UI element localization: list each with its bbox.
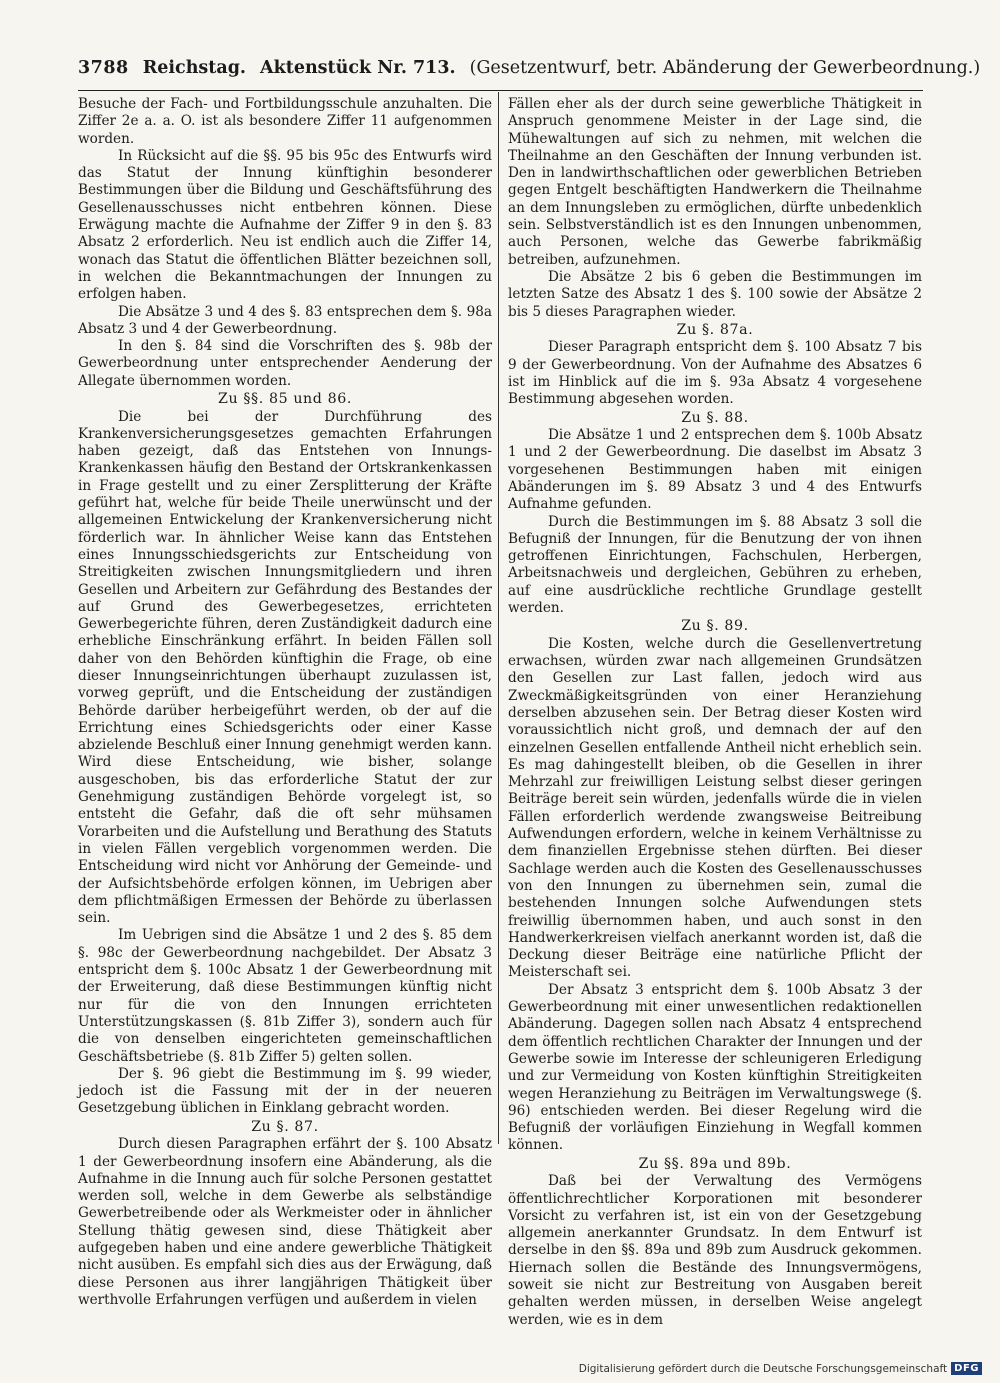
paragraph: Die bei der Durchführung des Krankenversicherungsgesetzes gemachten Erfahrungen haben gezeigt, daß das Entstehen von Innungs-Krankenkassen häufig den Bestand der Ortskrankenkassen in Frage gestellt und zu einer Zersplitterung der Kräfte geführt hat, welche für beide Theile unerwünscht und der allgemeinen Entwickelung der Krankenversicherung nicht förderlich war. In ähnlicher Weise kann das Entstehen eines Innungsschiedsgerichts zur Entscheidung von Streitigkeiten zwischen Innungsmitgliedern und ihren Gesellen und Arbeitern zur Gefährdung des Bestandes der auf Grund des Gewerbegesetzes, errichteten Gewerbegerichte führen, deren Zuständigkeit dadurch eine erhebliche Einschränkung erfährt. In beiden Fällen soll daher von den Behörden künftighin die Frage, ob eine dieser Innungseinrichtungen überhaupt zuzulassen ist, vorweg geprüft, und die Entscheidung der zuständigen Behörde darüber herbeigeführt werden, ob der auf die Errichtung eines Schiedsgerichts oder einer Kasse abzielende Beschluß einer Innung genehmigt werden kann. Wird diese Entscheidung, wie bisher, solange ausgeschoben, bis das erforderliche Statut der zur Genehmigung zuständigen Behörde vorgelegt ist, so entsteht die Gefahr, daß die oft sehr mühsamen Vorarbeiten und die Aufstellung und Berathung des Statuts in vielen Fällen vergeblich vorgenommen werden. Die Entscheidung wird nicht vor Anhörung der Gemeinde- und der Aufsichtsbehörde erfolgen können, im Uebrigen aber dem pflichtmäßigen Ermessen der Behörde zu überlassen sein. (78, 408, 492, 927)
section-heading: Zu §§. 89a und 89b. (638, 1155, 792, 1172)
paragraph: Im Uebrigen sind die Absätze 1 und 2 des §. 85 dem §. 98c der Gewerbeordnung nachgebildet. Der Absatz 3 entspricht dem §. 100c Absatz 1 der Gewerbeordnung mit der Erweiterung, daß diese Bestimmungen künftig nicht nur für die von den Innungen errichteten Unterstützungskassen (§. 81b Ziffer 3), sondern auch für die von denselben eingerichteten gemeinschaftlichen Geschäftsbetriebe (§. 81b Ziffer 5) gelten sollen. (78, 927, 492, 1065)
paragraph: In den §. 84 sind die Vorschriften des §. 98b der Gewerbeordnung unter entsprechender Aenderung der Allegate übernommen worden. (78, 338, 492, 389)
right-column (508, 96, 922, 1329)
footer-text: Digitalisierung gefördert durch die Deutsche Forschungsgemeinschaft (578, 1362, 948, 1375)
paragraph: Durch diesen Paragraphen erfährt der §. 100 Absatz 1 der Gewerbeordnung insofern eine Abänderung, als die Aufnahme in die Innung auch für solche Personen gestattet werden soll, welche in dem Gewerbe als selbständige Gewerbetreibende oder als Werkmeister oder in ähnlicher Stellung thätig gewesen sind, diese Thätigkeit aber aufgegeben haben und eine andere gewerbliche Thätigkeit nicht ausüben. Es empfahl sich dies aus der Erwägung, daß diese Personen aus ihrer langjährigen Thätigkeit über werthvolle Erfahrungen verfügen und außerdem in vielen (78, 1136, 492, 1308)
section-heading: Zu §. 87. (251, 1118, 319, 1135)
header-document: Aktenstück Nr. 713. (260, 58, 456, 78)
paragraph: Die Absätze 2 bis 6 geben die Bestimmungen im letzten Satze des Absatz 1 des §. 100 sowie der Absätze 2 bis 5 dieses Paragraphen wieder. (508, 268, 922, 320)
running-header (78, 58, 981, 88)
paragraph: Daß bei der Verwaltung des Vermögens öffentlichrechtlicher Korporationen mit besonderer Vorsicht zu verfahren ist, ist ein von der Gesetzgebung allgemein anerkannter Grundsatz. In dem Entwurf ist derselbe in den §§. 89a und 89b zum Ausdruck gekommen. Hiernach sollen die Bestände des Innungsvermögens, soweit sie nicht zur Bestreitung von Ausgaben bereit gehalten werden müssen, in derselben Weise angelegt werden, wie es in dem (508, 1173, 922, 1328)
paragraph: Der Absatz 3 entspricht dem §. 100b Absatz 3 der Gewerbeordnung mit einer unwesentlichen redaktionellen Abänderung. Dagegen sollen nach Absatz 4 entsprechend dem öffentlich rechtlichen Charakter der Innungen und der Gewerbe sowie im Interesse der schleunigeren Erledigung und zur Vermeidung von Kosten künftighin Streitigkeiten wegen Heranziehung zu Beiträgen im Verwaltungswege (§. 96) entschieden werden. Bei dieser Regelung wird die Befugniß der vorläufigen Einziehung in Wegfall kommen können. (508, 981, 922, 1154)
left-column (78, 96, 492, 1309)
header-source: Reichstag. (142, 58, 247, 78)
section-heading: Zu §. 88. (681, 409, 749, 426)
paragraph: Die Absätze 1 und 2 entsprechen dem §. 100b Absatz 1 und 2 der Gewerbeordnung. Die daselbst im Absatz 3 vorgesehenen Bestimmungen haben mit einigen Abänderungen im §. 89 Absatz 3 und 4 des Entwurfs Aufnahme gefunden. (508, 427, 922, 513)
paragraph: Fällen eher als der durch seine gewerbliche Thätigkeit in Anspruch genommene Meister in der Lage sind, die Mühewaltungen auf sich zu nehmen, mit welchen die Theilnahme an den Geschäften der Innung verbunden ist. Den in landwirthschaftlichen oder gewerblichen Betrieben gegen Entgelt beschäftigten Handwerkern die Theilnahme an dem Innungsleben zu ermöglichen, dürfte unbedenklich sein. Selbstverständlich ist es den Innungen unbenommen, auch Personen, welche das Gewerbe fabrikmäßig betreiben, aufzunehmen. (508, 96, 922, 268)
paragraph: Dieser Paragraph entspricht dem §. 100 Absatz 7 bis 9 der Gewerbeordnung. Von der Aufnahme des Absatzes 6 ist im Hinblick auf die im §. 93a Absatz 4 vorgesehene Bestimmung abgesehen worden. (508, 339, 922, 408)
dfg-logo: DFG (951, 1362, 982, 1375)
paragraph: Durch die Bestimmungen im §. 88 Absatz 3 soll die Befugniß der Innungen, für die Benutzung der von ihnen getroffenen Einrichtungen, Fachschulen, Herbergen, Arbeitsnachweis und dergleichen, Gebühren zu erheben, auf eine ausdrückliche rechtliche Grundlage gestellt werden. (508, 513, 922, 617)
column-separator (498, 92, 499, 1144)
paragraph: In Rücksicht auf die §§. 95 bis 95c des Entwurfs wird das Statut der Innung künftighin besonderer Bestimmungen über die Bildung und Geschäftsführung des Gesellenausschusses nicht entbehren können. Diese Erwägung machte die Aufnahme der Ziffer 9 in den §. 83 Absatz 2 erforderlich. Neu ist endlich auch die Ziffer 14, wonach das Statut die öffentlichen Blätter bezeichnen soll, in welchen die Bekanntmachungen der Innungen zu erfolgen haben. (78, 147, 492, 303)
paragraph: Die Kosten, welche durch die Gesellenvertretung erwachsen, würden zwar nach allgemeinen Grundsätzen den Gesellen zur Last fallen, jedoch wird aus Zweckmäßigkeitsgründen von einer Heranziehung derselben abzusehen sein. Der Betrag dieser Kosten wird voraussichtlich nicht groß, und demnach der auf den einzelnen Gesellen entfallende Antheil nicht erheblich sein. Es mag dahingestellt bleiben, ob die Gesellen in ihrer Mehrzahl zur freiwilligen Leistung selbst dieser geringen Beiträge bereit sein würden, jedenfalls würde die in vielen Fällen erforderlich werdende zwangsweise Beitreibung Aufwendungen erfordern, welche in keinem Verhältnisse zu dem finanziellen Ergebnisse stehen dürften. Bei dieser Sachlage werden auch die Kosten des Gesellenausschusses von den Innungen zu übernehmen sein, zumal die bestehenden Innungen solche Aufwendungen stets freiwillig übernommen haben, und auch sonst in den Handwerkerkreisen vielfach anerkannt worden ist, daß die Deckung dieser Beiträge eine natürliche Pflicht der Meisterschaft sei. (508, 635, 922, 981)
header-subject: (Gesetzentwurf, betr. Abänderung der Gewerbeordnung.) (469, 58, 981, 78)
paragraph: Der §. 96 giebt die Bestimmung im §. 99 wieder, jedoch ist die Fassung mit der in der neueren Gesetzgebung üblichen in Einklang gebracht worden. (78, 1065, 492, 1117)
header-rule (78, 90, 923, 91)
paragraph: Die Absätze 3 und 4 des §. 83 entsprechen dem §. 98a Absatz 3 und 4 der Gewerbeordnung. (78, 303, 492, 337)
section-heading: Zu §. 87a. (676, 321, 754, 338)
page-number: 3788 (78, 58, 129, 78)
paragraph: Besuche der Fach- und Fortbildungsschule anzuhalten. Die Ziffer 2e a. a. O. ist als besondere Ziffer 11 aufgenommen worden. (78, 96, 492, 147)
section-heading: Zu §§. 85 und 86. (218, 391, 352, 408)
digitization-footer (579, 1362, 982, 1375)
section-heading: Zu §. 89. (681, 618, 749, 635)
